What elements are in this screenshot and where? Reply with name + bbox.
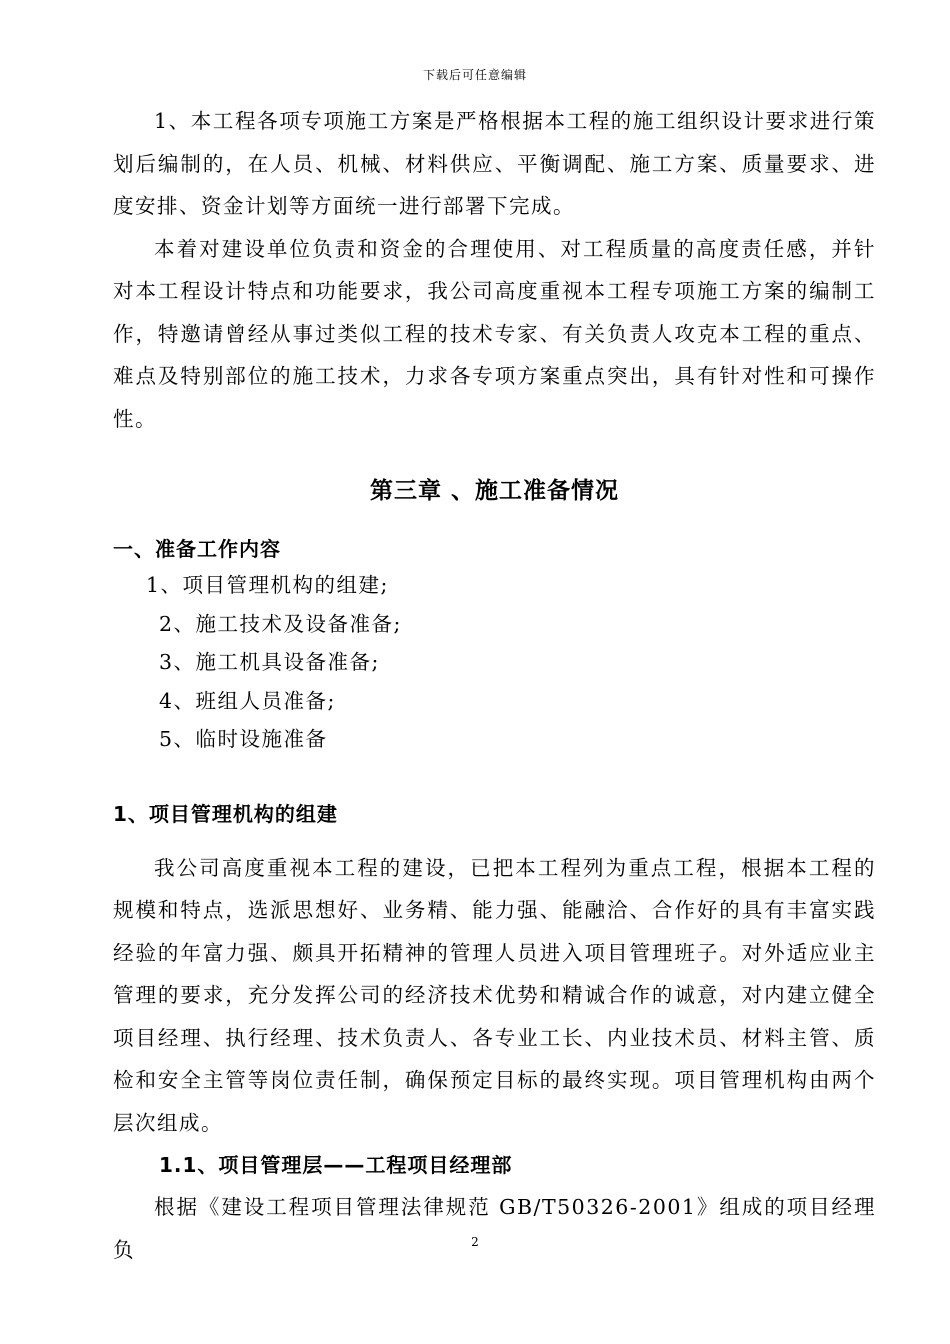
- paragraph-1: 1、本工程各项专项施工方案是严格根据本工程的施工组织设计要求进行策划后编制的，在人员、机械、材料供应、平衡调配、施工方案、质量要求、进度安排、资金计划等方面统一进行部署下完成。: [113, 109, 876, 218]
- chapter-title: 第三章 、施工准备情况: [369, 478, 619, 504]
- list-item: 2、施工技术及设备准备;: [159, 611, 402, 636]
- list-item: 5、临时设施准备: [159, 727, 328, 751]
- paragraph-4: 根据《建设工程项目管理法律规范 GB/T50326-2001》组成的项目经理负: [113, 1195, 876, 1262]
- paragraph-2: 本着对建设单位负责和资金的合理使用、对工程质量的高度责任感，并针对本工程设计特点和功能要求，我公司高度重视本工程专项施工方案的编制工作，特邀请曾经从事过类似工程的技术专家、有关负责人攻克本工程的重点、难点及特别部位的施工技术，力求各专项方案重点突出，具有针对性和可操作性。: [113, 236, 876, 431]
- sub-section-title: 1、项目管理机构的组建: [113, 801, 338, 826]
- section-title: 一、准备工作内容: [113, 537, 281, 561]
- page-number: 2: [471, 1235, 479, 1249]
- paragraph-3: 我公司高度重视本工程的建设，已把本工程列为重点工程，根据本工程的规模和特点，选派思想好、业务精、能力强、能融洽、合作好的具有丰富实践经验的年富力强、颇具开拓精神的管理人员进入项目管理班子。对外适应业主管理的要求，充分发挥公司的经济技术优势和精诚合作的诚意，对内建立健全项目经理、执行经理、技术负责人、各专业工长、内业技术员、材料主管、质检和安全主管等岗位责任制，确保预定目标的最终实现。项目管理机构由两个层次组成。: [113, 855, 876, 1135]
- list-item: 3、施工机具设备准备;: [159, 650, 380, 674]
- preparation-list: [113, 566, 876, 759]
- subsub-section-title: 1.1、项目管理层——工程项目经理部: [159, 1153, 513, 1177]
- document-body: [113, 100, 876, 1271]
- list-item: 4、班组人员准备;: [159, 688, 336, 713]
- list-item: 1、项目管理机构的组建;: [146, 573, 389, 597]
- header-note: 下载后可任意编辑: [422, 68, 527, 82]
